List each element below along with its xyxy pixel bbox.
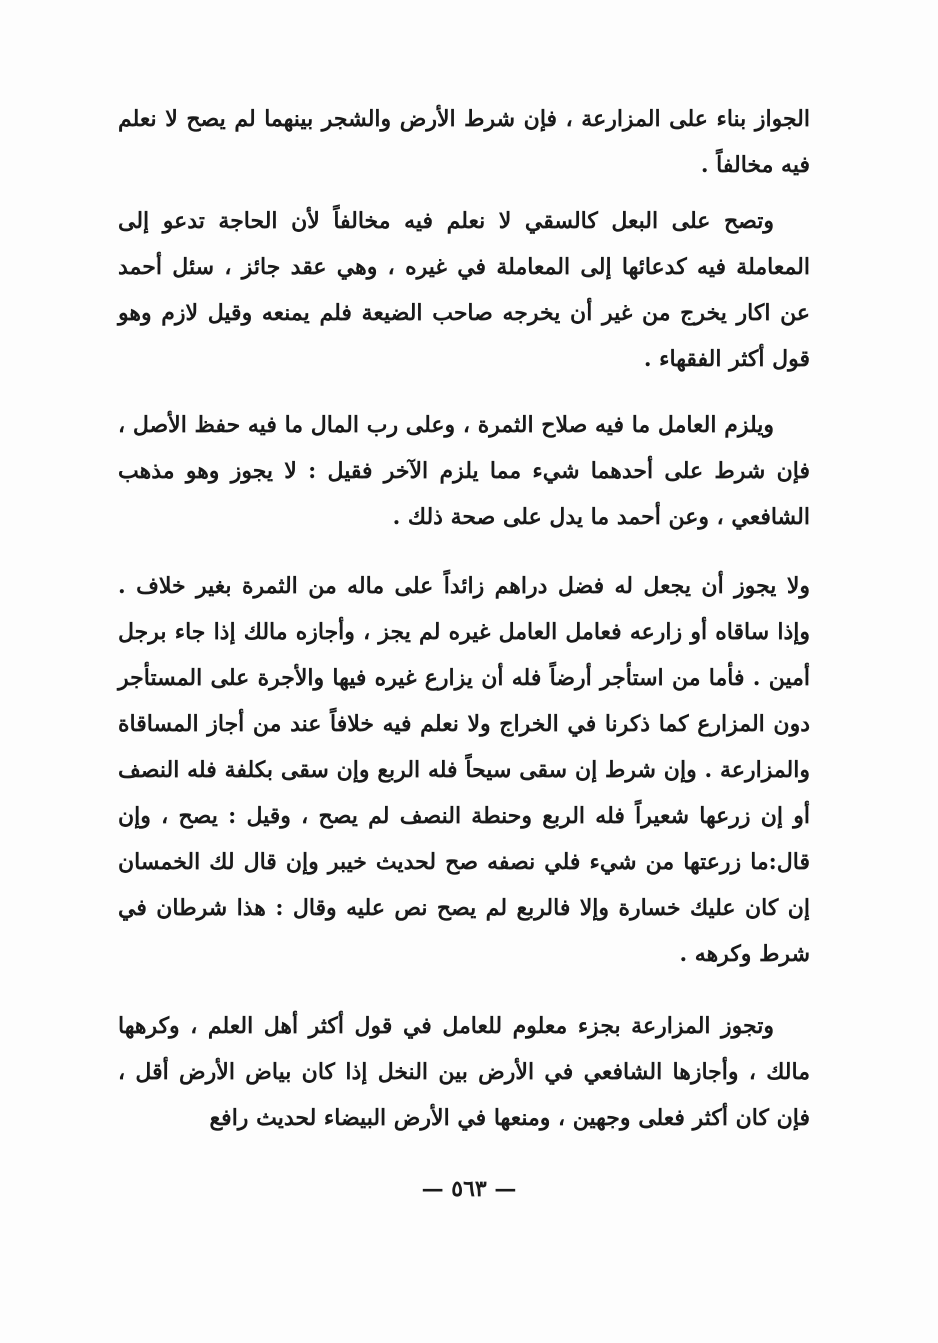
paragraph-4 xyxy=(118,563,810,977)
paragraph-text: الجواز بناء على المزارعة ، فإن شرط الأرض والشجر بينهما لم يصح لا نعلم فيه مخالفاً . xyxy=(118,106,810,178)
page-number: — ٥٦٣ — xyxy=(421,1176,517,1202)
paragraph-text: ولا يجوز أن يجعل له فضل دراهم زائداً على ماله من الثمرة بغير خلاف . وإذا ساقاه أو زارعه فعامل العامل غيره لم يجز ، وأجازه مالك إذا جاء برجل أمين . فأما من استأجر أرضاً فله أن يزارع غيره فيها والأجرة على المستأجر دون المزارع كما ذكرنا في الخراج ولا نعلم فيه خلافاً عند من أجاز المساقاة والمزارعة . وإن شرط إن سقى سيحاً فله الربع وإن سقى بكلفة فله النصف أو إن زرعها شعيراً فله الربع وحنطة النصف لم يصح ، وقيل : يصح ، وإن قال:ما زرعتها من شيء فلي نصفه صح لحديث خيبر وإن قال لك الخمسان إن كان عليك خسارة وإلا فالربع لم يصح نص عليه وقال : هذا شرطان في شرط وكرهه . xyxy=(118,573,810,967)
paragraph-text: وتصح على البعل كالسقي لا نعلم فيه مخالفاً لأن الحاجة تدعو إلى المعاملة فيه كدعائها إلى المعاملة في غيره ، وهي عقد جائز ، سئل أحمد عن اكار يخرج من غير أن يخرجه صاحب الضيعة فلم يمنعه وقيل لازم وهو قول أكثر الفقهاء . xyxy=(118,208,810,372)
paragraph-2 xyxy=(118,198,810,382)
paragraph-text: وتجوز المزارعة بجزء معلوم للعامل في قول أكثر أهل العلم ، وكرهها مالك ، وأجازها الشافعي في الأرض بين النخل إذا كان بياض الأرض أقل ، فإن كان أكثر فعلى وجهين ، ومنعها في الأرض البيضاء لحديث رافع xyxy=(118,1013,810,1131)
paragraph-1 xyxy=(118,96,810,188)
paragraph-text: ويلزم العامل ما فيه صلاح الثمرة ، وعلى رب المال ما فيه حفظ الأصل ، فإن شرط على أحدهما شيء مما يلزم الآخر فقيل : لا يجوز وهو مذهب الشافعي ، وعن أحمد ما يدل على صحة ذلك . xyxy=(118,412,810,530)
paragraph-5 xyxy=(118,1003,810,1141)
paragraph-3 xyxy=(118,402,810,540)
